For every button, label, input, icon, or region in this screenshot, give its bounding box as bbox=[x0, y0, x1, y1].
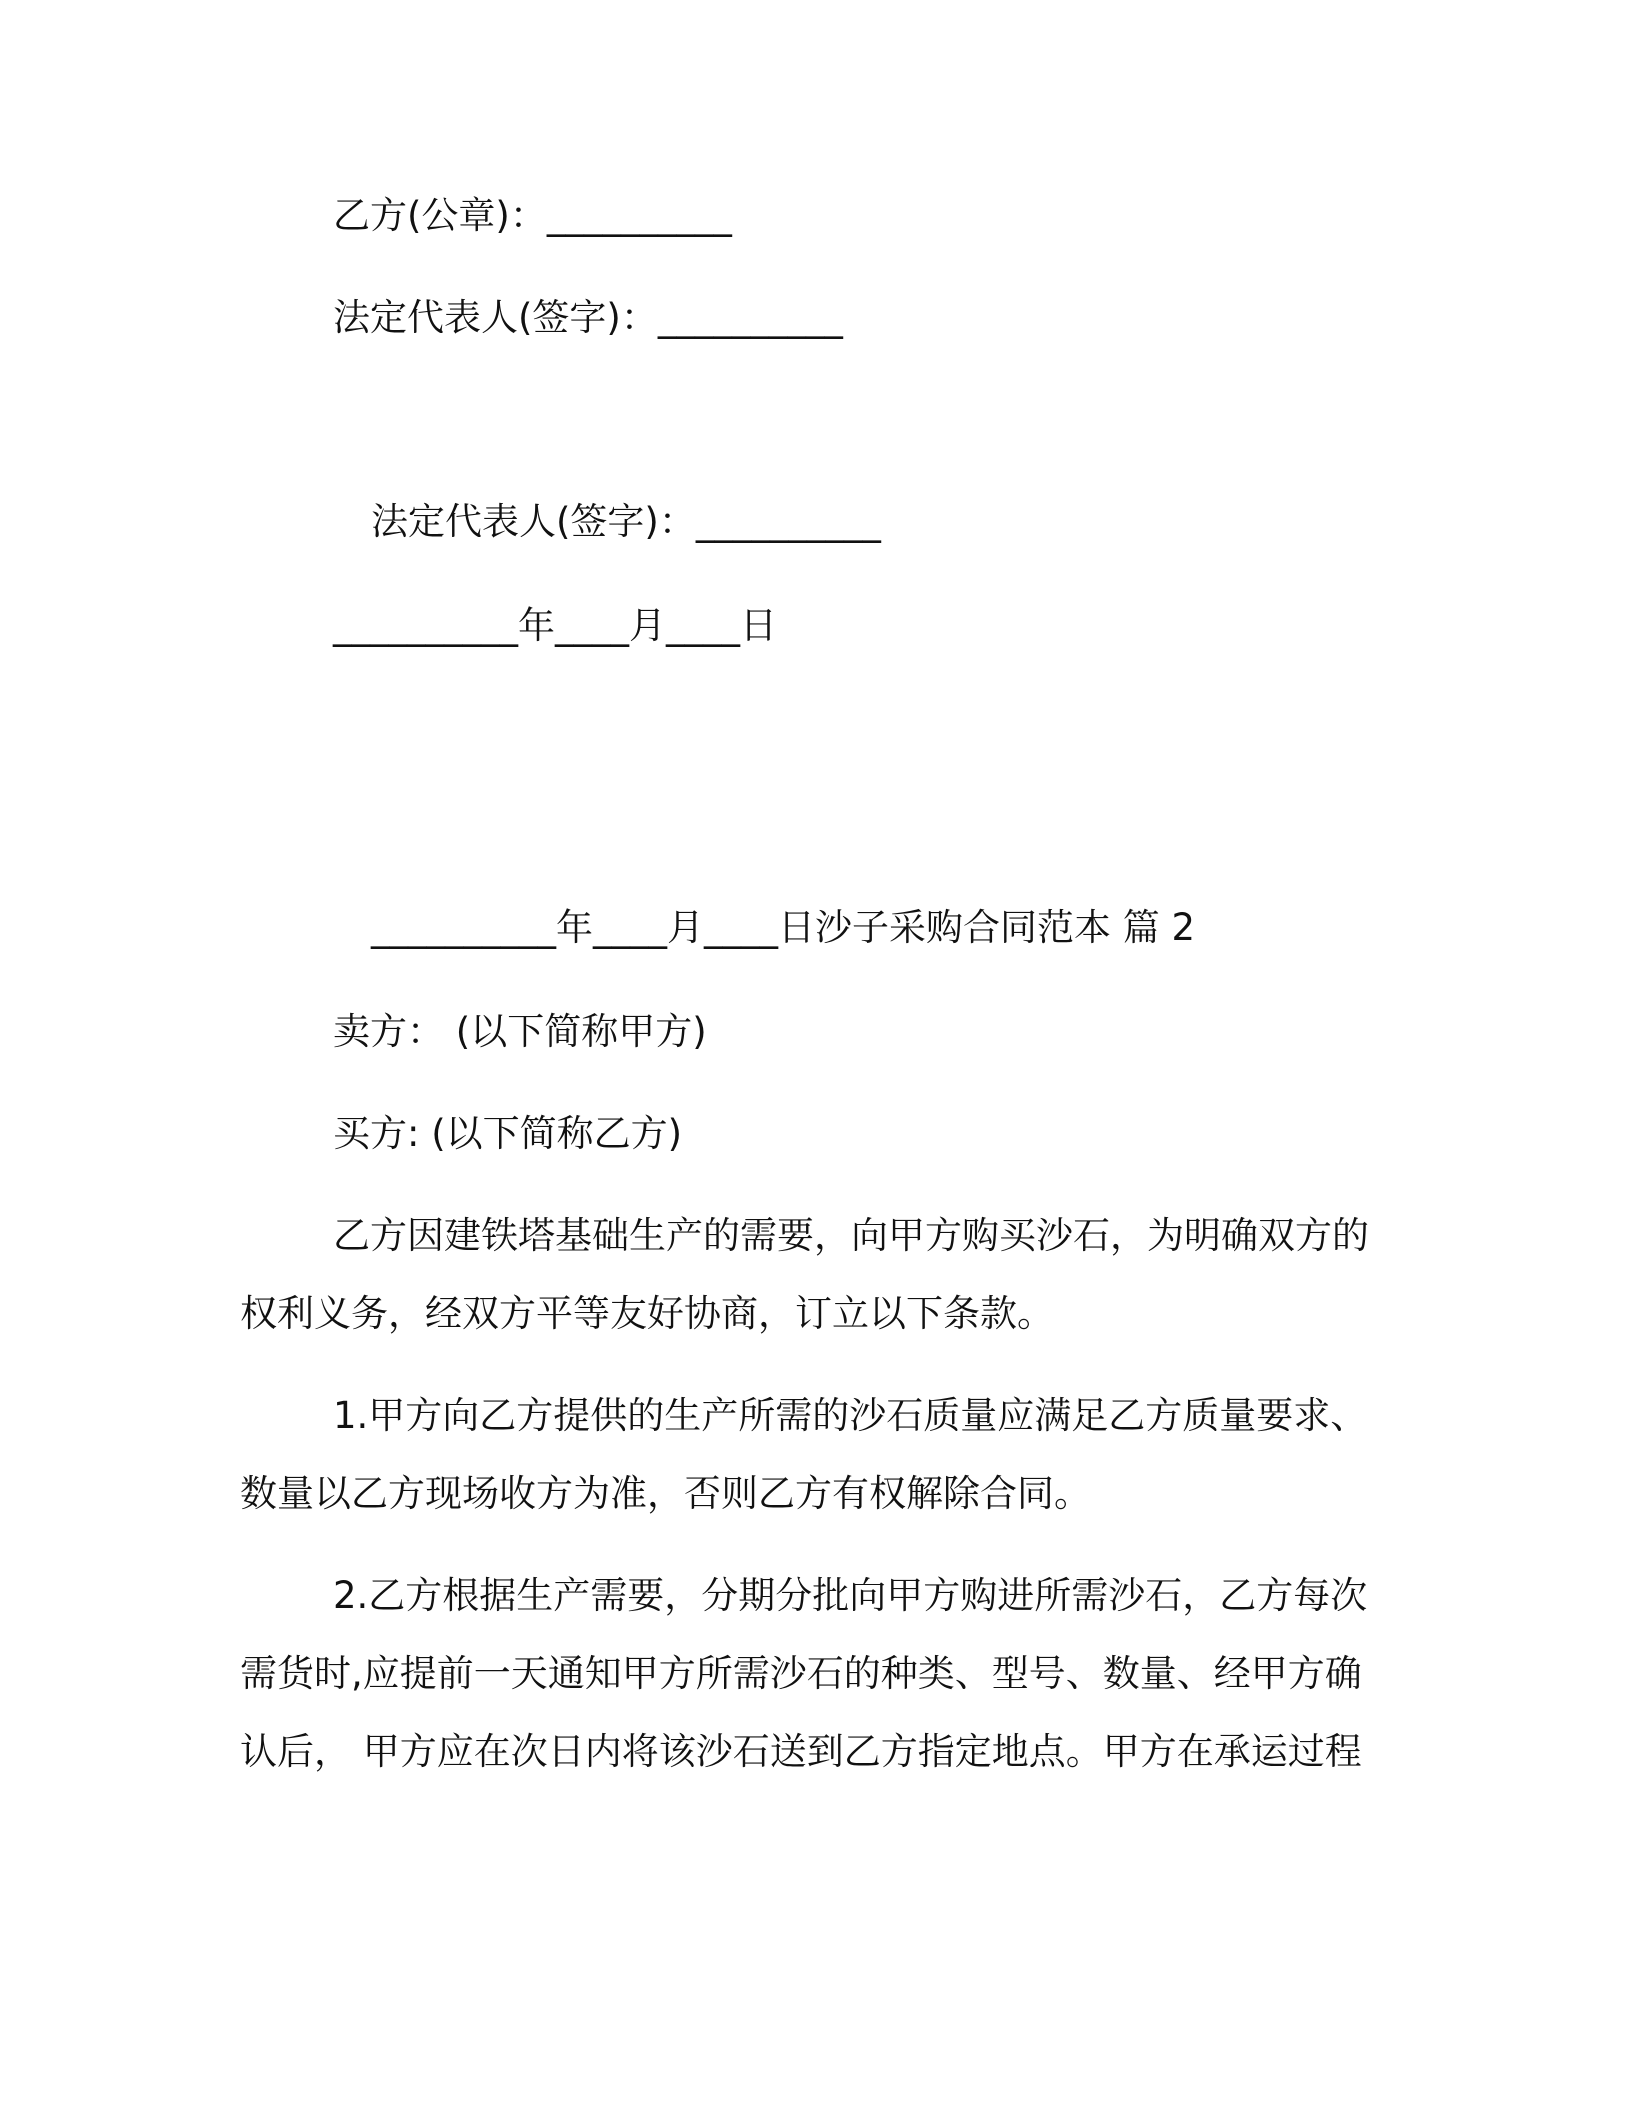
paragraph-1-line-2: 权利义务，经双方平等友好协商，订立以下条款。 bbox=[240, 1292, 1054, 1335]
party-b-seal-line bbox=[333, 194, 732, 237]
contract-title bbox=[371, 906, 1196, 949]
party-b-seal-blank: __________ bbox=[546, 194, 732, 237]
date-year-label: 年 bbox=[518, 604, 555, 647]
seller-line: 卖方： (以下简称甲方) bbox=[333, 1010, 707, 1053]
buyer-line: 买方: (以下简称乙方) bbox=[333, 1112, 683, 1155]
party-b-seal-label: 乙方(公章)： bbox=[333, 194, 547, 237]
legal-rep-label-1: 法定代表人(签字)： bbox=[333, 296, 658, 339]
paragraph-2-line-1: 1.甲方向乙方提供的生产所需的沙石质量应满足乙方质量要求、 bbox=[333, 1394, 1368, 1437]
title-year-label: 年 bbox=[556, 906, 593, 949]
legal-rep-line-2 bbox=[371, 500, 881, 543]
date-line bbox=[333, 604, 777, 647]
legal-rep-label-2: 法定代表人(签字)： bbox=[371, 500, 696, 543]
date-month-blank: ____ bbox=[555, 604, 629, 647]
title-month-label: 月 bbox=[667, 906, 704, 949]
date-month-label: 月 bbox=[629, 604, 666, 647]
paragraph-3-line-1: 2.乙方根据生产需要，分期分批向甲方购进所需沙石，乙方每次 bbox=[333, 1574, 1368, 1617]
legal-rep-blank-2: __________ bbox=[695, 500, 881, 543]
paragraph-3-line-3: 认后， 甲方应在次日内将该沙石送到乙方指定地点。甲方在承运过程 bbox=[240, 1730, 1362, 1773]
date-year-blank: __________ bbox=[333, 604, 518, 647]
title-month-blank: ____ bbox=[593, 906, 667, 949]
paragraph-3-line-2: 需货时,应提前一天通知甲方所需沙石的种类、型号、数量、经甲方确 bbox=[240, 1652, 1362, 1695]
date-day-blank: ____ bbox=[666, 604, 740, 647]
paragraph-2-line-2: 数量以乙方现场收方为准，否则乙方有权解除合同。 bbox=[240, 1472, 1091, 1515]
paragraph-1-line-1: 乙方因建铁塔基础生产的需要，向甲方购买沙石，为明确双方的 bbox=[333, 1214, 1369, 1257]
title-day-blank: ____ bbox=[704, 906, 778, 949]
date-day-label: 日 bbox=[740, 604, 777, 647]
title-rest: 日沙子采购合同范本 篇 2 bbox=[778, 906, 1196, 949]
legal-rep-blank-1: __________ bbox=[657, 296, 843, 339]
title-year-blank: __________ bbox=[371, 906, 556, 949]
legal-rep-line-1 bbox=[333, 296, 843, 339]
